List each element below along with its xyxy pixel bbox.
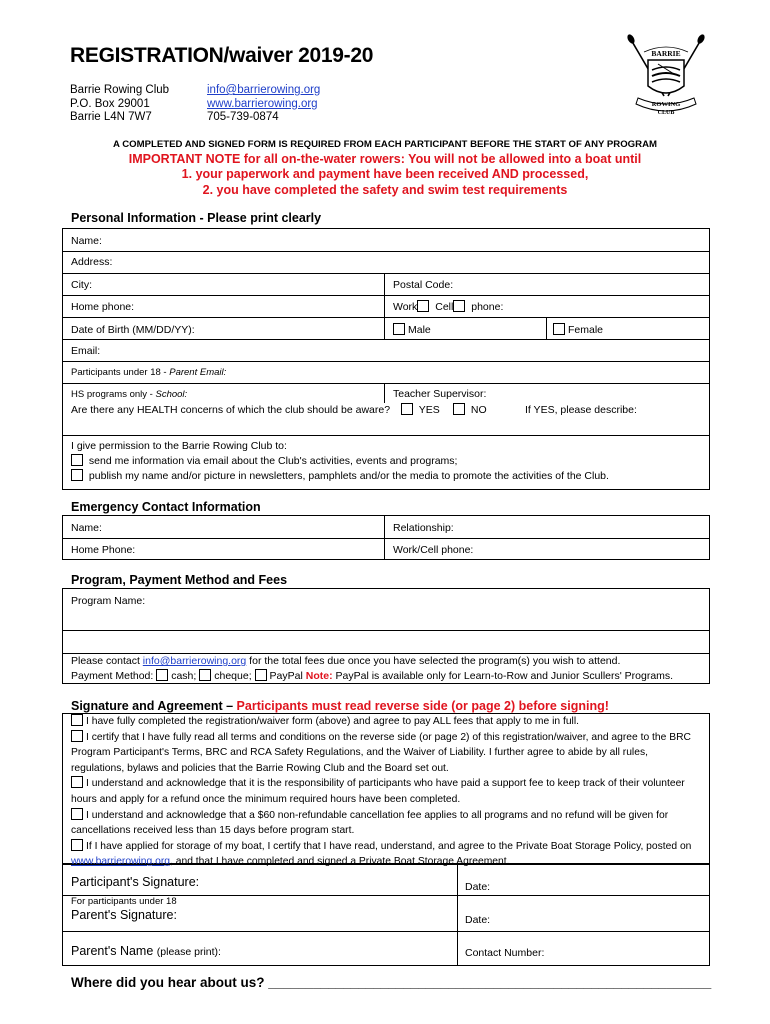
fees-contact-text xyxy=(71,655,620,667)
club-contact xyxy=(207,84,320,125)
permission-publish-checkbox[interactable] xyxy=(71,469,83,481)
personal-info-title: Personal Information - Please print clearly xyxy=(71,211,322,225)
agreement-5-text: If I have applied for storage of my boat, I certify that I have read, understand, and agree to the Private Boat Storage Policy, posted on xyxy=(86,840,692,852)
no-label: NO xyxy=(470,404,487,416)
agreement-1-text: I have fully completed the registration/waiver form (above) and agree to pay ALL fees that apply to me in full. xyxy=(86,716,579,727)
hs-school xyxy=(71,389,187,400)
fees-contact-pre: Please contact xyxy=(71,655,143,667)
cheque-checkbox[interactable] xyxy=(199,669,211,681)
fees-email-link[interactable]: info@barrierowing.org xyxy=(142,655,247,667)
male-option xyxy=(393,323,431,336)
under18-label: Participants under 18 - xyxy=(71,367,170,378)
contact-number-label: Contact Number: xyxy=(465,947,545,959)
agreement-3 xyxy=(71,776,703,807)
program-title: Program, Payment Method and Fees xyxy=(71,573,288,587)
permission-email-text: send me information via email about the Club's activities, events and programs; xyxy=(88,455,458,467)
agreement-3-checkbox[interactable] xyxy=(71,776,83,788)
female-option xyxy=(553,323,603,336)
work-cell-phone xyxy=(393,300,503,313)
hs-label: HS programs only - xyxy=(71,389,156,400)
participant-signature-label: Participant's Signature: xyxy=(71,875,200,889)
agreement-2 xyxy=(71,730,703,777)
agreement-list xyxy=(71,714,703,870)
agreement-5-text-end: , and that I have completed and signed a Private Boat Storage Agreement. xyxy=(170,856,510,868)
agreement-4-checkbox[interactable] xyxy=(71,808,83,820)
city-label: City: xyxy=(71,279,92,291)
notice-point-1: 1. your paperwork and payment have been received AND processed, xyxy=(181,167,589,181)
work-label: Work xyxy=(393,301,418,313)
agreement-box xyxy=(62,713,710,868)
email-link[interactable]: info@barrierowing.org xyxy=(207,84,321,96)
where-did-you-hear-question: Where did you hear about us? ___________________________________________________________ xyxy=(71,975,712,990)
female-label: Female xyxy=(568,324,604,336)
agreement-2-checkbox[interactable] xyxy=(71,730,83,742)
cell-checkbox[interactable] xyxy=(453,300,465,312)
parent-signature-label: Parent's Signature: xyxy=(71,908,177,922)
health-no xyxy=(453,403,487,416)
permission-publish-text: publish my name and/or picture in newsletters, pamphlets and/or the media to promote the activities of the Club. xyxy=(88,470,609,482)
fees-contact-post: for the total fees due once you have selected the program(s) you wish to attend. xyxy=(246,655,621,667)
female-checkbox[interactable] xyxy=(553,323,565,335)
please-print-text: (please print): xyxy=(156,946,221,958)
parent-name-label xyxy=(71,944,221,958)
cash-checkbox[interactable] xyxy=(156,669,168,681)
permission-option-2 xyxy=(71,469,609,482)
home-phone-label: Home phone: xyxy=(71,301,135,313)
personal-info-box xyxy=(62,228,710,490)
under-18-label: For participants under 18 xyxy=(71,896,177,907)
agreement-1-checkbox[interactable] xyxy=(71,714,83,726)
name-label: Name: xyxy=(71,235,102,247)
notice-point-2: 2. you have completed the safety and swim test requirements xyxy=(202,183,568,197)
parent-date-label: Date: xyxy=(465,914,491,926)
club-logo xyxy=(622,34,710,122)
health-question: Are there any HEALTH concerns of which the club should be aware? xyxy=(71,404,391,416)
paypal-note-label: Note: xyxy=(305,670,333,682)
website-link[interactable]: www.barrierowing.org xyxy=(207,97,318,110)
agreement-1 xyxy=(71,714,703,730)
cash-label: cash; xyxy=(171,670,197,682)
paypal-note-text: PayPal is available only for Learn-to-Row and Junior Scullers' Programs. xyxy=(332,670,674,682)
signature-title xyxy=(71,699,609,713)
club-phone: 705-739-0874 xyxy=(207,111,279,123)
school-label: School: xyxy=(155,389,188,400)
emergency-home-phone-label: Home Phone: xyxy=(71,544,136,556)
emergency-work-cell-label: Work/Cell phone: xyxy=(393,544,474,556)
cheque-label: cheque; xyxy=(214,670,252,682)
emergency-box xyxy=(62,515,710,560)
permission-email-checkbox[interactable] xyxy=(71,454,83,466)
teacher-supervisor-label: Teacher Supervisor: xyxy=(393,388,487,400)
yes-label: YES xyxy=(418,404,440,416)
permission-label: I give permission to the Barrie Rowing Club to: xyxy=(71,440,287,452)
male-label: Male xyxy=(408,324,431,336)
emergency-name-label: Name: xyxy=(71,522,102,534)
agreement-4 xyxy=(71,808,703,839)
permission-option-1 xyxy=(71,454,457,467)
agreement-2-text: I certify that I have fully read all terms and conditions on the reverse side (or page 2) of this registration/waiver, and agree to the BRC Program Participant's Terms, BRC and RCA Safety Regulations, and the Waiver of Liability. I further agree to abide by all rules, regulations, bylaws and policies that the Barrie Rowing Club and the Board set out. xyxy=(71,731,691,774)
signature-box xyxy=(62,864,710,966)
agreement-5-checkbox[interactable] xyxy=(71,839,83,851)
form-title: REGISTRATION/waiver 2019-20 xyxy=(70,44,374,67)
participant-date-label: Date: xyxy=(465,881,491,893)
paypal-label: PayPal xyxy=(269,670,303,682)
health-yes xyxy=(401,403,440,416)
parent-name-text: Parent's Name xyxy=(71,944,154,958)
emergency-title: Emergency Contact Information xyxy=(71,500,261,514)
address-line-2: P.O. Box 29001 xyxy=(70,97,150,110)
logo-text-club: CLUB xyxy=(657,110,675,116)
payment-method-label: Payment Method: xyxy=(71,670,154,682)
program-box xyxy=(62,588,710,684)
required-notice: A COMPLETED AND SIGNED FORM IS REQUIRED FROM EACH PARTICIPANT BEFORE THE START OF ANY PROGRAM xyxy=(112,139,657,150)
address-line-1: Barrie Rowing Club xyxy=(70,84,170,96)
program-name-label: Program Name: xyxy=(71,595,146,607)
address-line-3: Barrie L4N 7W7 xyxy=(70,111,152,123)
agreement-5-link[interactable]: www.barrierowing.org xyxy=(71,856,171,868)
work-checkbox[interactable] xyxy=(417,300,429,312)
dob-label: Date of Birth (MM/DD/YY): xyxy=(71,324,195,336)
logo-text-rowing: ROWING xyxy=(651,101,681,108)
parent-email-label: Parent Email: xyxy=(169,367,227,378)
agreement-4-text: I understand and acknowledge that a $60 non-refundable cancellation fee applies to all programs and no refund will be given for cancellations received less than 15 days before program start. xyxy=(71,809,669,837)
health-yes-checkbox[interactable] xyxy=(401,403,413,415)
health-no-checkbox[interactable] xyxy=(453,403,465,415)
payment-method-row xyxy=(71,669,673,682)
male-checkbox[interactable] xyxy=(393,323,405,335)
postal-code-label: Postal Code: xyxy=(393,279,454,291)
health-describe-label: If YES, please describe: xyxy=(525,404,637,416)
signature-title-warning: Participants must read reverse side (or page 2) before signing! xyxy=(236,699,609,713)
logo-text-top: BARRIE xyxy=(651,49,681,58)
email-label: Email: xyxy=(71,345,101,357)
cell-label: Cell xyxy=(435,301,454,313)
club-address xyxy=(70,84,169,125)
signature-title-text: Signature and Agreement – xyxy=(71,699,237,713)
under-18-parent-email xyxy=(71,367,226,378)
phone-label: phone: xyxy=(471,301,504,313)
important-notice: IMPORTANT NOTE for all on-the-water rowers: You will not be allowed into a boat until xyxy=(128,152,642,166)
agreement-3-text: I understand and acknowledge that it is the responsibility of participants who have paid a support fee to keep track of their volunteer hours and apply for a refund once the minimum required hours have been completed. xyxy=(71,778,685,805)
relationship-label: Relationship: xyxy=(393,522,454,534)
paypal-checkbox[interactable] xyxy=(255,669,267,681)
address-label: Address: xyxy=(71,256,113,268)
